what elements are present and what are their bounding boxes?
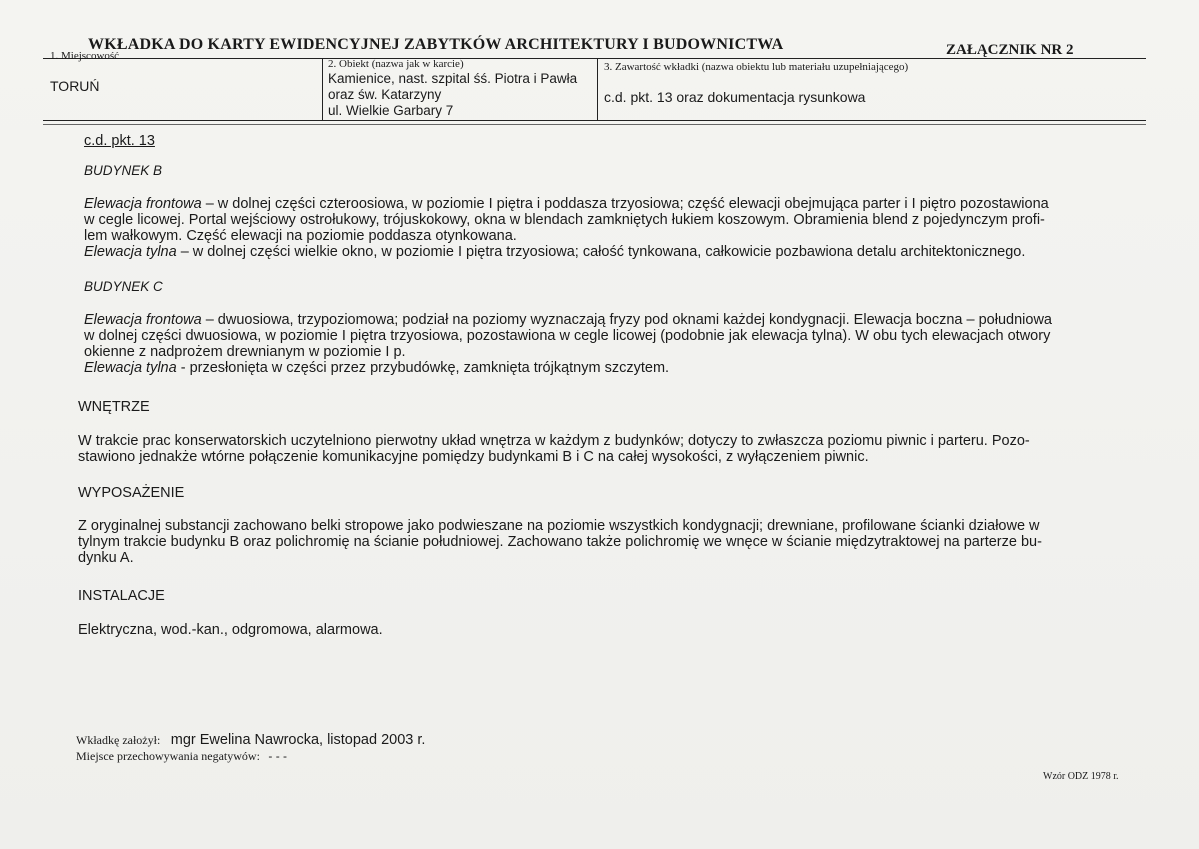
building-c-heading: BUDYNEK C	[84, 279, 163, 294]
object-name-line-1: Kamienice, nast. szpital śś. Piotra i Pawła	[328, 71, 578, 86]
content-value: c.d. pkt. 13 oraz dokumentacja rysunkowa	[604, 89, 866, 105]
storage-row	[76, 747, 287, 765]
building-c-front-line-3: okienne z nadprożem drewnianym w poziomie I p.	[84, 344, 406, 360]
author-label: Wkładkę założył:	[76, 733, 161, 747]
building-b-heading: BUDYNEK B	[84, 163, 163, 178]
building-b-front-line-2: w cegle licowej. Portal wejściowy ostrołukowy, trójuskokowy, okna w blendach zamkniętych łukiem koszowym. Obramienia blend z pojedynczym profi-	[84, 212, 1045, 228]
building-b-rear-line: Elewacja tylna – w dolnej części wielkie okno, w poziomie I piętra trzyosiowa; całość tynkowana, całkowicie pozbawiona detalu architektonicznego.	[84, 244, 1026, 260]
object-name-line-2: oraz św. Katarzyny	[328, 87, 442, 102]
building-c-rear-line: Elewacja tylna - przesłonięta w części przez przybudówkę, zamknięta trójkątnym szczytem.	[84, 360, 670, 376]
installations-heading: INSTALACJE	[78, 588, 165, 604]
table-under-line	[43, 124, 1146, 125]
object-name-line-3: ul. Wielkie Garbary 7	[328, 103, 454, 118]
equipment-heading: WYPOSAŻENIE	[78, 485, 185, 501]
equipment-line-3: dynku A.	[78, 550, 134, 566]
equipment-paragraph	[78, 518, 1138, 566]
building-c-front-line-1: Elewacja frontowa – dwuosiowa, trzypoziomowa; podział na poziomy wyznaczają fryzy pod oknami każdej kondygnacji. Elewacja boczna – południowa	[84, 312, 1052, 328]
locality-value: TORUŃ	[50, 78, 100, 94]
building-b-front-line-3: lem wałkowym. Część elewacji na poziomie poddasza otynkowana.	[84, 228, 517, 244]
building-c-front-paragraph	[84, 312, 1144, 376]
building-c-rear-term: Elewacja tylna	[84, 360, 177, 376]
building-c-front-line-2: w dolnej części dwuosiowa, w poziomie I piętra trzyosiowa, pozostawiona w cegle licowej (podobnie jak elewacja tylna). W obu tych elewacjach otwory	[84, 328, 1051, 344]
content-label: 3. Zawartość wkładki (nazwa obiektu lub materiału uzupełniającego)	[604, 61, 909, 73]
building-b-front-line-1: Elewacja frontowa – w dolnej części czteroosiowa, w poziomie I piętra i poddasza trzyosiowa; część elewacji obejmująca parter i I piętro pozostawiona	[84, 196, 1049, 212]
interior-line-2: stawiono jednakże wtórne połączenie komunikacyjne pomiędzy budynkami B i C na całej wysokości, z wyłączeniem piwnic.	[78, 449, 869, 465]
table-divider-1	[322, 58, 323, 121]
equipment-line-2: tylnym trakcie budynku B oraz polichromię na ścianie południowej. Zachowano także polichromię we wnęce w ścianie międzytraktowej na parterze bu-	[78, 534, 1042, 550]
installations-text: Elektryczna, wod.-kan., odgromowa, alarmowa.	[78, 622, 383, 638]
object-label: 2. Obiekt (nazwa jak w karcie)	[328, 58, 464, 70]
building-b-front-term: Elewacja frontowa	[84, 196, 202, 212]
interior-paragraph	[78, 433, 1138, 465]
building-c-front-term: Elewacja frontowa	[84, 312, 202, 328]
continuation-ref: c.d. pkt. 13	[84, 133, 155, 149]
table-top-line	[43, 58, 1146, 59]
form-model: Wzór ODZ 1978 r.	[1043, 771, 1119, 782]
building-b-rear-term: Elewacja tylna	[84, 244, 177, 260]
storage-label: Miejsce przechowywania negatywów:	[76, 749, 260, 763]
interior-heading: WNĘTRZE	[78, 399, 150, 415]
table-bottom-line	[43, 120, 1146, 121]
interior-line-1: W trakcie prac konserwatorskich uczytelniono pierwotny układ wnętrza w każdym z budynków; dotyczy to zwłaszcza poziomu piwnic i parteru. Pozo-	[78, 433, 1030, 449]
locality-label: 1. Miejscowość	[50, 50, 120, 62]
annex-number: ZAŁĄCZNIK NR 2	[946, 42, 1074, 58]
table-divider-2	[597, 58, 598, 121]
storage-value: - - -	[268, 749, 288, 763]
author-value: mgr Ewelina Nawrocka, listopad 2003 r.	[170, 732, 426, 748]
form-title: WKŁADKA DO KARTY EWIDENCYJNEJ ZABYTKÓW ARCHITEKTURY I BUDOWNICTWA	[88, 36, 784, 53]
building-b-front-paragraph	[84, 196, 1144, 260]
equipment-line-1: Z oryginalnej substancji zachowano belki stropowe jako podwieszane na poziomie wszystkich kondygnacji; drewniane, profilowane ścianki działowe w	[78, 518, 1040, 534]
